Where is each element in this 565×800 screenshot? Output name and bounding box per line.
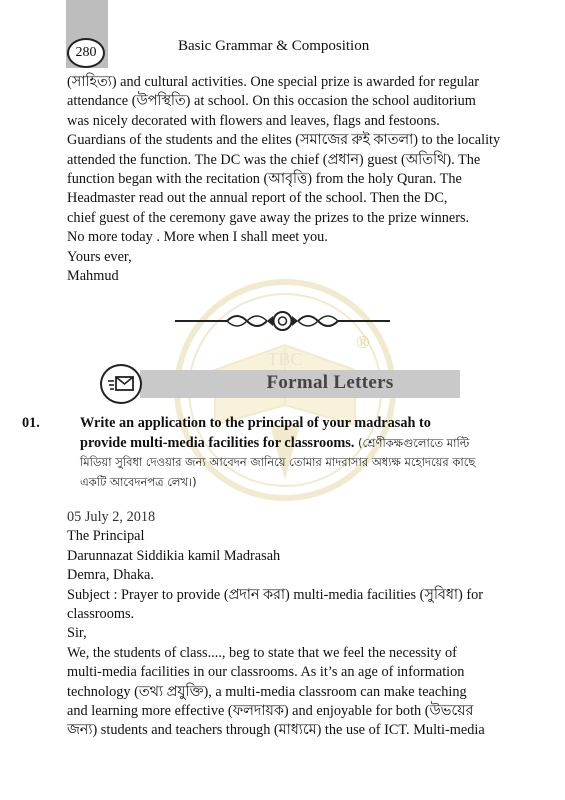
text-line: জন্য) students and teachers through (মাধ্যমে) the use of ICT. Multi-media <box>67 722 485 739</box>
text-line: Guardians of the students and the elites (সমাজের রুই কাতলা) to the locality <box>67 132 501 149</box>
svg-text:TBC: TBC <box>267 349 303 369</box>
text-line: and learning more effective (ফলদায়ক) and enjoyable for both (উভয়ের <box>67 703 474 720</box>
text-line: function began with the recitation (আবৃত্তি) from the holy Quran. The <box>67 171 462 188</box>
text-line: technology (তথ্য প্রযুক্তি), a multi-media classroom can make teaching <box>67 683 467 700</box>
question-bangla: একটি আবেদনপত্র লেখ।) <box>80 474 197 489</box>
text-line: No more today . More when I shall meet you. <box>67 229 328 246</box>
institution-name: Darunnazat Siddikia kamil Madrasah <box>67 547 281 564</box>
closing: Yours ever, <box>67 248 132 265</box>
question-bangla: মিডিয়া সুবিধা দেওয়ার জন্য আবেদন জানিয়ে তোমার মাদরাসার অধ্যক্ষ মহোদয়ের কাছে <box>80 455 476 469</box>
question-text: Write an application to the principal of your madrasah to <box>80 415 431 431</box>
text-line: attended the function. The DC was the chief (প্রধান) guest (অতিথি). The <box>67 151 481 168</box>
text-line: Headmaster read out the annual report of the school. Then the DC, <box>67 190 448 207</box>
text-line: was nicely decorated with flowers and leaves, flags and festoons. <box>67 112 440 129</box>
question-text: provide multi-media facilities for classrooms. <box>80 434 355 451</box>
institution-place: Demra, Dhaka. <box>67 567 154 584</box>
text-line: We, the students of class...., beg to state that we feel the necessity of <box>67 644 457 661</box>
application-letter <box>67 508 498 741</box>
ornament-divider <box>175 306 390 336</box>
section-title: Formal Letters <box>266 372 394 393</box>
page-number: 280 <box>67 38 105 68</box>
text-line: (সাহিত্য) and cultural activities. One special prize is awarded for regular <box>67 74 480 90</box>
text-line: multi-media facilities in our classrooms. As it’s an age of information <box>67 664 465 681</box>
registered-mark: ® <box>356 332 370 352</box>
addressee: The Principal <box>67 528 145 545</box>
envelope-speed-icon <box>100 364 142 404</box>
letter-body-end <box>67 73 501 286</box>
subject-line: Subject : Prayer to provide (প্রদান করা) multi-media facilities (সুবিধা) for <box>67 586 484 603</box>
text-line: attendance (উপস্থিতি) at school. On this occasion the school auditorium <box>67 93 476 110</box>
signature: Mahmud <box>67 268 119 285</box>
subject-line: classrooms. <box>67 606 135 623</box>
section-heading <box>100 364 460 404</box>
question-number: 01. <box>22 415 40 431</box>
salutation: Sir, <box>67 625 87 642</box>
question-bangla: (শ্রেণীকক্ষগুলোতে মাল্টি <box>357 435 470 450</box>
text-line: chief guest of the ceremony gave away the prizes to the prize winners. <box>67 209 470 226</box>
letter-date: 05 July 2, 2018 <box>67 509 156 525</box>
running-title: Basic Grammar & Composition <box>178 38 370 54</box>
